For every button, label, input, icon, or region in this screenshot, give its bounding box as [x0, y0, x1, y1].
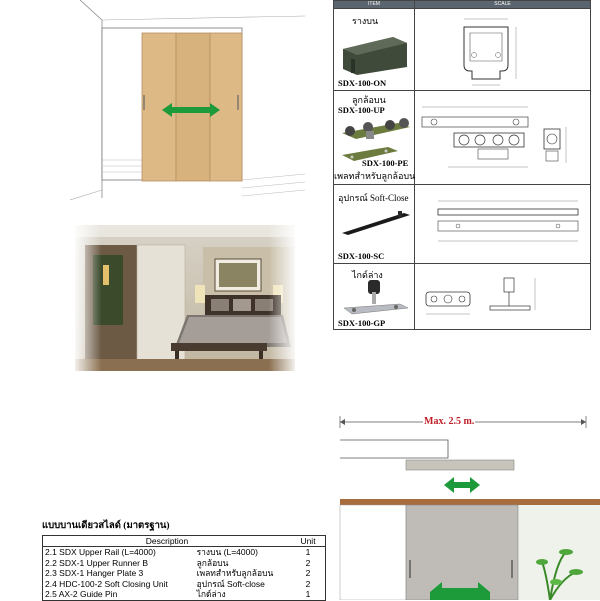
upper-rail-image	[337, 31, 411, 75]
spec-row-upper-runner	[334, 90, 590, 184]
header-item: ITEM	[334, 1, 414, 8]
part-thai: อุปกรณ์ Soft-close	[196, 578, 265, 589]
part-thai: รางบน (L=4000)	[196, 547, 258, 557]
installation-drawing	[336, 412, 600, 600]
door-illustration	[70, 0, 310, 200]
soft-close-image	[338, 207, 414, 237]
spec-row-upper-rail	[334, 8, 590, 90]
part-thai: ไกด์ล่าง	[196, 589, 226, 599]
parts-title: แบบบานเดียวสไลด์ (มาตรฐาน)	[42, 521, 170, 531]
part-unit: 2	[305, 557, 311, 568]
part-description: 2.5 AX-2 Guide Pin	[45, 589, 118, 599]
item-code: SDX-100-GP	[338, 318, 386, 328]
table-row	[43, 579, 326, 590]
part-unit: 1	[305, 547, 311, 557]
part-unit: 2	[305, 578, 311, 589]
table-row	[43, 547, 326, 558]
item-name: ลูกล้อบน	[352, 95, 386, 105]
table-row	[43, 589, 326, 600]
part-thai: เพลทสำหรับลูกล้อบน	[196, 568, 274, 578]
plate-name: เพลทสำหรับลูกล้อบน	[334, 171, 416, 181]
part-description: 2.2 SDX-1 Upper Runner B	[45, 557, 148, 568]
header-scale: SCALE	[415, 1, 590, 8]
upper-runner-drawing	[418, 97, 588, 179]
part-description: 2.4 HDC-100-2 Soft Closing Unit	[45, 578, 168, 589]
item-name: ไกด์ล่าง	[352, 270, 383, 280]
part-unit: 2	[305, 568, 311, 578]
guide-pin-image	[338, 278, 414, 316]
table-row	[43, 568, 326, 579]
item-name: รางบน	[352, 16, 379, 26]
upper-rail-drawing	[454, 15, 534, 87]
parts-table	[42, 535, 326, 601]
table-row	[43, 558, 326, 569]
slide-arrow-icon	[444, 477, 480, 493]
col-unit: Unit	[291, 536, 326, 547]
part-description: 2.3 SDX-1 Hanger Plate 3	[45, 568, 144, 578]
soft-close-drawing	[418, 191, 588, 255]
spec-row-soft-close	[334, 184, 590, 263]
bedroom-photo	[75, 225, 295, 371]
max-width-label: Max. 2.5 m.	[424, 416, 475, 427]
spec-row-guide-pin	[334, 263, 590, 330]
item-code: SDX-100-ON	[338, 78, 387, 88]
plate-code: SDX-100-PE	[362, 158, 409, 168]
guide-pin-drawing	[420, 274, 585, 324]
item-code: SDX-100-SC	[338, 251, 385, 261]
col-description: Description	[43, 536, 292, 547]
item-name: อุปกรณ์ Soft-Close	[338, 193, 409, 203]
part-unit: 1	[305, 589, 311, 599]
spec-table	[333, 0, 591, 330]
part-thai: ลูกล้อบน	[196, 557, 229, 568]
item-code: SDX-100-UP	[338, 105, 385, 115]
part-description: 2.1 SDX Upper Rail (L=4000)	[45, 547, 156, 557]
